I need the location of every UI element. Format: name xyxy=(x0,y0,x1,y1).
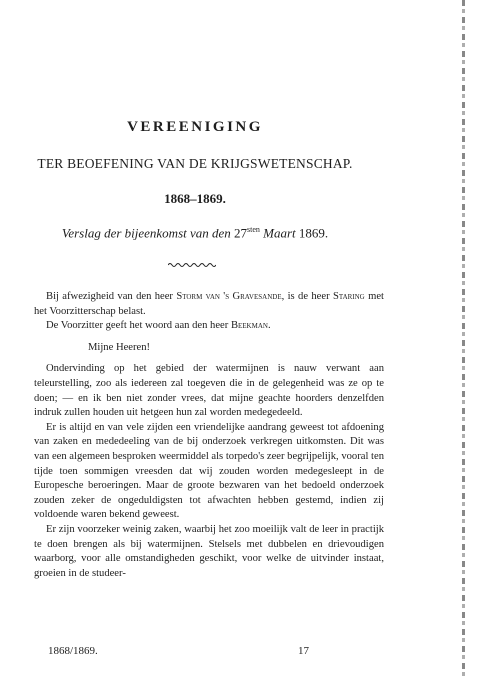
wavy-ornament xyxy=(168,262,216,268)
meeting-report-line xyxy=(0,225,390,241)
salutation: Mijne Heeren! xyxy=(88,341,151,353)
session-years: 1868–1869. xyxy=(164,191,226,206)
report-prefix: Verslag der bijeenkomst van den xyxy=(61,225,231,241)
society-title: VEREENIGING xyxy=(127,119,263,135)
printer-signature: 1868/1869. xyxy=(48,645,98,657)
report-day-suffix: sten xyxy=(247,225,260,234)
paragraph-floor: De Voorzitter geeft het woord aan den heer Beekman. xyxy=(46,320,271,332)
page-edge-shadow xyxy=(462,0,465,680)
name-storm: Storm van 's Gravesande xyxy=(176,291,282,302)
paragraph-practice: Er zijn voorzeker weinig zaken, waarbij het zoo moeilijk valt de leer in practijk te doen brengen als bij watermijnen. Stelsels met dubbelen en drievoudigen waarborg, voor alle omstandigheden geschikt, voor welke de uitvinder instaat, groeien in de studeer- xyxy=(34,523,384,579)
society-subtitle: TER BEOEFENING VAN DE KRIJGSWETENSCHAP. xyxy=(37,156,353,171)
report-day: 27 xyxy=(234,225,248,241)
paragraph-experience: Ondervinding op het gebied der watermijnen is nauw verwant aan teleurstelling, zoo als iedereen zal toegeven die in de gelegenheid was ze op te doen; — en ik ben niet zonder vrees, dat mijne geachte hoorders denzelfden indruk zullen houden uit hetgeen hun zal worden medegedeeld. xyxy=(34,363,384,419)
paragraph-urging: Er is altijd en van vele zijden een vriendelijke aandrang geweest tot afdoening van zaken en mededeeling van de bij onderzoek verkregen uitkomsten. Dit was van een algemeen besproken weermiddel als torpedo's zeer begrijpelijk, vooral ten tijde toen sommigen vreesden dat wij zouden worden medegesleept in de Europesche beroeringen. Maar de groote bezwaren van het bedoeld onderzoek zouden zeker de ongeduldigsten tot afwachten hebben gestemd, indien zij voldoende waren bekend geweest. xyxy=(34,421,384,521)
article-body xyxy=(34,290,384,581)
report-month: Maart xyxy=(263,225,296,241)
name-beekman: Beekman xyxy=(230,320,268,332)
page-number: 17 xyxy=(298,645,309,657)
name-staring: Staring xyxy=(332,291,365,302)
report-year: 1869. xyxy=(298,225,329,241)
paragraph-chair: Bij afwezigheid van den heer Storm van 's Gravesande, is de heer Staring met het Voorzitterschap belast. xyxy=(34,291,384,317)
